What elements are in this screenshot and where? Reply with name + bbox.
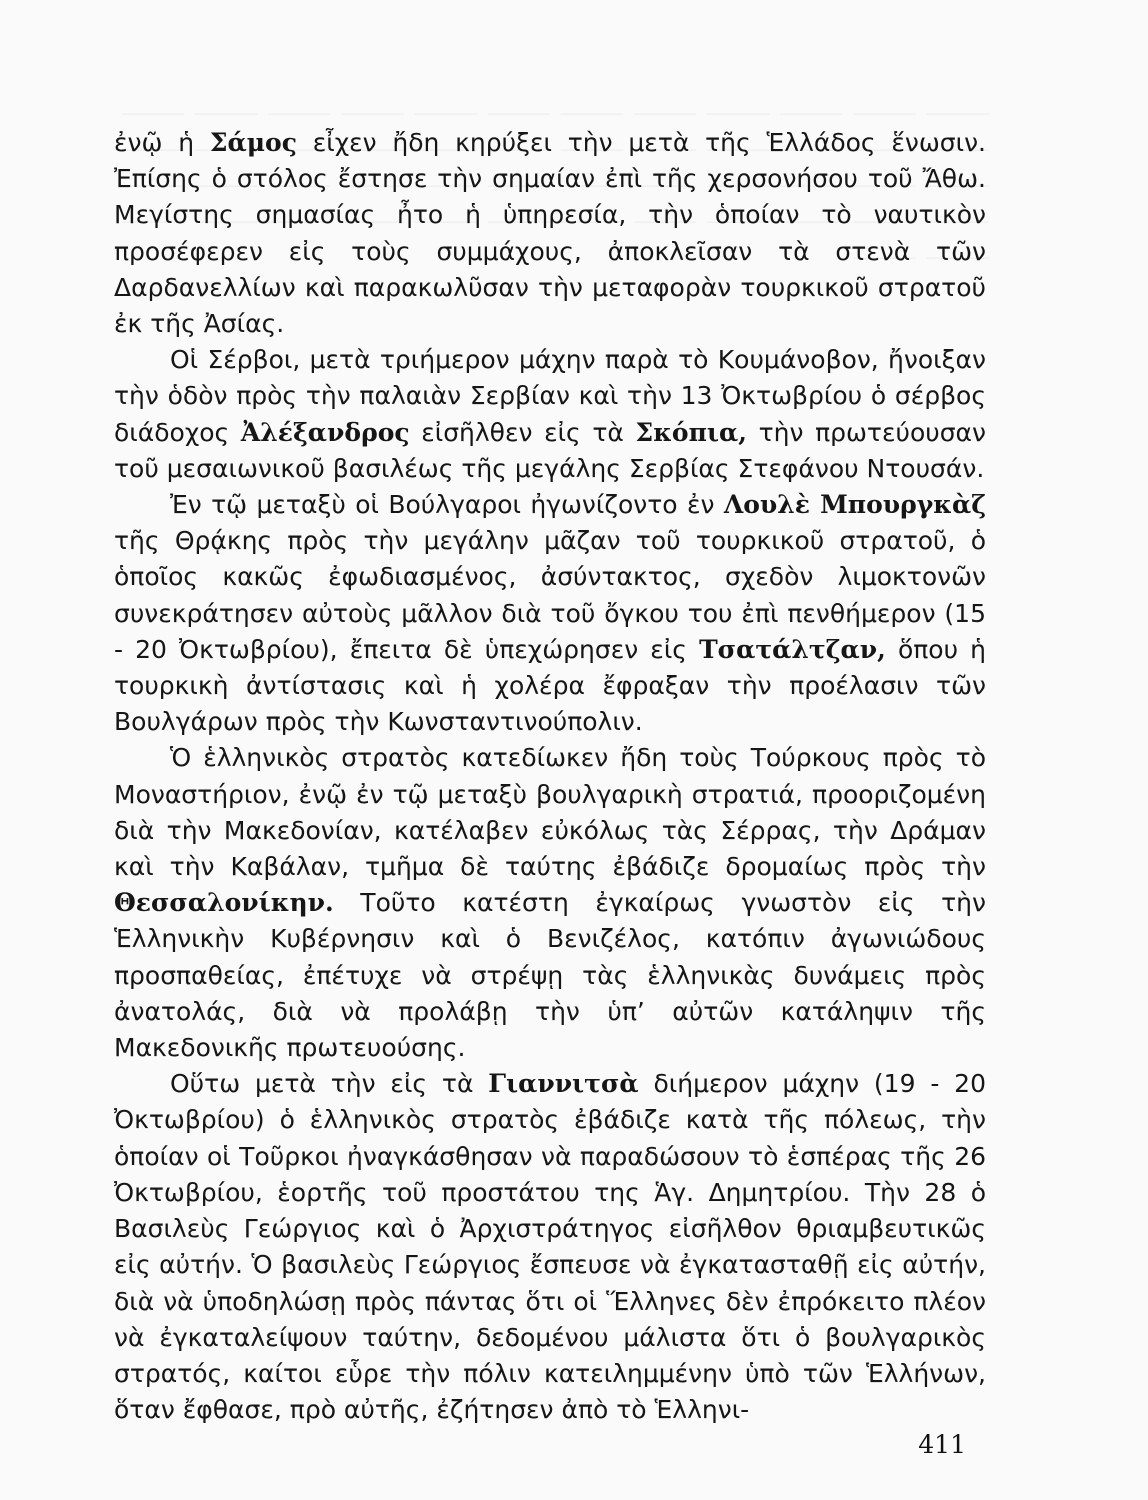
text-run: τὴν πρωτεύουσαν τοῦ μεσαιωνικοῦ βασιλέως τῆς μεγάλης Σερβίας Στεφάνου Ντουσάν. [114,417,986,483]
text-run: Οὕτω μετὰ τὴν εἰς τὰ [170,1069,489,1099]
text-run: εἰσῆλθεν εἰς τὰ [409,417,636,447]
bold-place-name: Ἀλέξανδρος [240,417,410,447]
page-body [114,125,986,1428]
paragraph [114,740,986,1066]
text-run: Ὁ ἑλληνικὸς στρατὸς κατεδίωκεν ἤδη τοὺς Τούρκους πρὸς τὸ Μοναστήριον, ἐνῷ ἐν τῷ μεταξὺ βουλγαρικὴ στρατιά, προοριζομένη διὰ τὴν Μακεδονίαν, κατέλαβεν εὐκόλως τὰς Σέρρας, τὴν Δράμαν καὶ τὴν Καβάλαν, τμῆμα δὲ ταύτης ἐβάδιζε δρομαίως πρὸς τὴν [114,743,986,882]
page-number: 411 [918,1430,966,1459]
bold-place-name: Σάμος [209,128,297,157]
bold-place-name: Θεσσαλονίκην. [114,888,334,918]
bold-place-name: Σκόπια, [635,417,747,447]
paragraph [114,125,986,342]
text-run: Τοῦτο κατέστη ἐγκαίρως γνωστὸν εἰς τὴν Ἑλληνικὴν Κυβέρνησιν καὶ ὁ Βενιζέλος, κατόπιν ἀγωνιώδους προσπαθείας, ἐπέτυχε νὰ στρέψῃ τὰς ἑλληνικὰς δυνάμεις πρὸς ἀνατολάς, διὰ νὰ προλάβῃ τὴν ὑπ’ αὐτῶν κατάληψιν τῆς Μακεδονικῆς πρωτευούσης. [114,888,986,1063]
text-run: ἐνῷ ἡ [114,128,210,157]
bold-place-name: Τσατάλτζαν, [699,634,886,664]
paragraph [114,342,986,487]
text-run: ὅπου ἡ τουρκικὴ ἀντίστασις καὶ ἡ χολέρα ἔφραξαν τὴν προέλασιν τῶν Βουλγάρων πρὸς τὴν Κωνσταντινούπολιν. [114,634,986,737]
text-run: Οἱ Σέρβοι, μετὰ τριήμερον μάχην παρὰ τὸ Κουμάνοβον, ἤνοιξαν τὴν ὁδὸν πρὸς τὴν παλαιὰν Σερβίαν καὶ τὴν 13 Ὀκτωβρίου ὁ σέρβος διάδοχος [114,345,986,447]
paragraph [114,1066,986,1428]
text-run: τῆς Θρᾴκης πρὸς τὴν μεγάλην μᾶζαν τοῦ τουρκικοῦ στρατοῦ, ὁ ὁποῖος κακῶς ἐφωδιασμένος, ἀσύντακτος, σχεδὸν λιμοκτονῶν συνεκράτησεν αὐτοὺς μᾶλλον διὰ τοῦ ὄγκου του ἐπὶ πενθήμερον (15 - 20 Ὀκτωβρίου), ἔπειτα δὲ ὑπεχώρησεν εἰς [114,526,986,664]
text-run: Ἐν τῷ μεταξὺ οἱ Βούλγαροι ἠγωνίζοντο ἐν [170,490,724,520]
bold-place-name: Λουλὲ Μπουργκὰζ [723,490,987,520]
paragraph [114,487,986,740]
text-run: εἶχεν ἤδη κηρύξει τὴν μετὰ τῆς Ἑλλάδος ἕνωσιν. Ἐπίσης ὁ στόλος ἔστησε τὴν σημαίαν ἐπὶ τῆς χερσονήσου τοῦ Ἄθω. Μεγίστης σημασίας ἦτο ἡ ὑπηρεσία, τὴν ὁποίαν τὸ ναυτικὸν προσέφερεν εἰς τοὺς συμμάχους, ἀποκλεῖσαν τὰ στενὰ τῶν Δαρδανελλίων καὶ παρακωλῦσαν τὴν μεταφορὰν τουρκικοῦ στρατοῦ ἐκ τῆς Ἀσίας. [114,128,986,339]
bold-place-name: Γιαννιτσὰ [488,1069,639,1099]
text-run: διήμερον μάχην (19 - 20 Ὀκτωβρίου) ὁ ἑλληνικὸς στρατὸς ἐβάδιζε κατὰ τῆς πόλεως, τὴν ὁποίαν οἱ Τοῦρκοι ἠναγκάσθησαν νὰ παραδώσουν τὸ ἑσπέρας τῆς 26 Ὀκτωβρίου, ἑορτῆς τοῦ προστάτου της Ἁγ. Δημητρίου. Τὴν 28 ὁ Βασιλεὺς Γεώργιος καὶ ὁ Ἀρχιστράτηγος εἰσῆλθον θριαμβευτικῶς εἰς αὐτήν. Ὁ βασιλεὺς Γεώργιος ἔσπευσε νὰ ἐγκατασταθῇ εἰς αὐτήν, διὰ νὰ ὑποδηλώσῃ πρὸς πάντας ὅτι οἱ Ἕλληνες δὲν ἐπρόκειτο πλέον νὰ ἐγκαταλείψουν ταύτην, δεδομένου μάλιστα ὅτι ὁ βουλγαρικὸς στρατός, καίτοι εὗρε τὴν πόλιν κατειλημμένην ὑπὸ τῶν Ἑλλήνων, ὅταν ἔφθασε, πρὸ αὐτῆς, ἐζήτησεν ἀπὸ τὸ Ἑλληνι- [114,1069,986,1425]
